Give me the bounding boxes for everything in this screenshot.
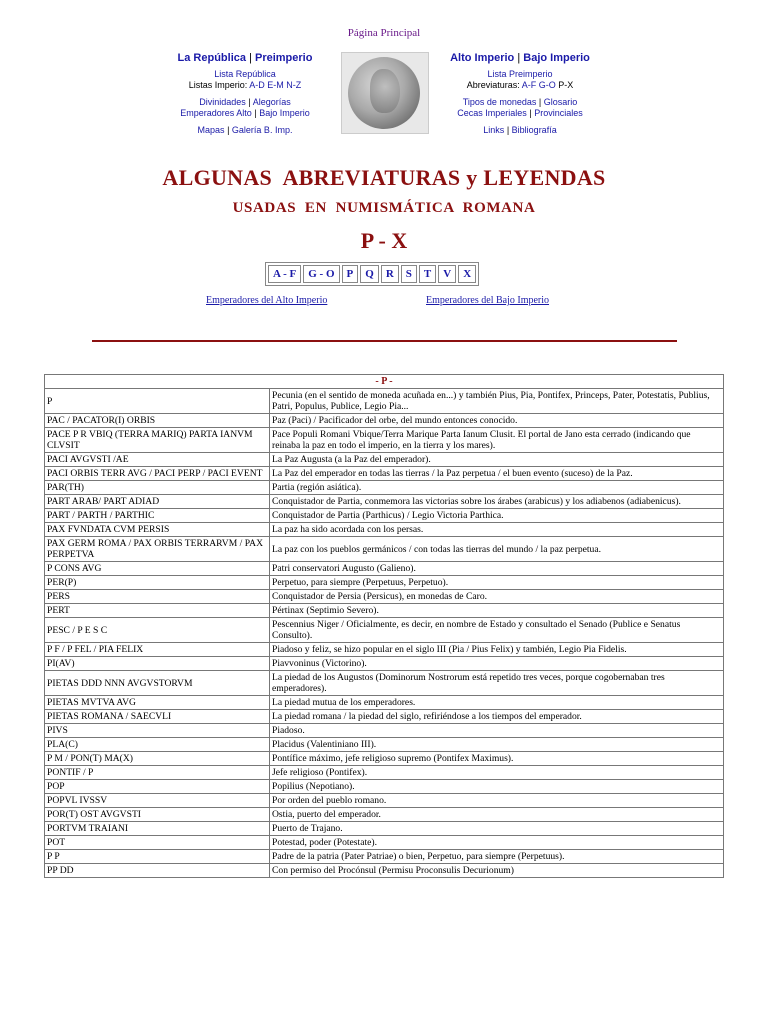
abbreviation-cell: P M / PON(T) MA(X) — [45, 752, 270, 766]
abbreviation-cell: PAX GERM ROMA / PAX ORBIS TERRARVM / PAX PERPETVA — [45, 537, 270, 562]
table-row — [45, 562, 724, 576]
letter-link-v[interactable]: V — [438, 265, 456, 283]
galeria-link[interactable]: Galería B. Imp. — [231, 124, 293, 135]
abbreviation-cell: POPVL IVSSV — [45, 794, 270, 808]
abrev-af-link[interactable]: A-F — [521, 80, 537, 90]
lista-nz-link[interactable]: N-Z — [286, 80, 302, 90]
abbreviation-cell: POR(T) OST AVGVSTI — [45, 808, 270, 822]
bajo-imperio-link[interactable]: Bajo Imperio — [259, 108, 310, 118]
letter-link-go[interactable]: G - O — [303, 265, 339, 283]
abbreviation-cell: POP — [45, 780, 270, 794]
abbreviation-cell: PIETAS DDD NNN AVGVSTORVM — [45, 671, 270, 696]
meaning-cell: Pecunia (en el sentido de moneda acuñada en...) y también Pius, Pia, Pontifex, Princeps, Pater, Potestatis, Publius, Patri, Populus, Publice, Legio Pia... — [270, 389, 724, 414]
page-subtitle: USADAS EN NUMISMÁTICA ROMANA — [232, 200, 536, 216]
abbreviation-cell: PACI AVGVSTI /AE — [45, 453, 270, 467]
meaning-cell: La piedad mutua de los emperadores. — [270, 696, 724, 710]
section-label: - P - — [45, 375, 724, 389]
table-row — [45, 738, 724, 752]
abbreviation-cell: PLA(C) — [45, 738, 270, 752]
table-row — [45, 696, 724, 710]
abbreviation-cell: PACE P R VBIQ (TERRA MARIQ) PARTA IANVM CLVSIT — [45, 428, 270, 453]
meaning-cell: Jefe religioso (Pontifex). — [270, 766, 724, 780]
abbreviation-cell: PESC / P E S C — [45, 618, 270, 643]
table-row — [45, 822, 724, 836]
abbreviation-cell: PERT — [45, 604, 270, 618]
abbreviation-cell: PI(AV) — [45, 657, 270, 671]
preimperio-link[interactable]: Preimperio — [254, 52, 313, 64]
abbreviation-cell: P P — [45, 850, 270, 864]
table-row — [45, 537, 724, 562]
abbreviation-cell: PAX FVNDATA CVM PERSIS — [45, 523, 270, 537]
letter-link-p[interactable]: P — [342, 265, 359, 283]
emperadores-alto-imperio-link[interactable]: Emperadores del Alto Imperio — [206, 295, 328, 306]
abbreviation-cell: PORTVM TRAIANI — [45, 822, 270, 836]
tipos-monedas-link[interactable]: Tipos de monedas — [462, 96, 537, 107]
meaning-cell: Paz (Paci) / Pacificador del orbe, del mundo entonces conocido. — [270, 414, 724, 428]
abbreviation-cell: PAC / PACATOR(I) ORBIS — [45, 414, 270, 428]
meaning-cell: Conquistador de Partia, conmemora las victorias sobre los árabes (arabicus) y los adiabenos (adiabenicus). — [270, 495, 724, 509]
lista-ad-link[interactable]: A-D — [249, 80, 265, 90]
emperadores-alto-link[interactable]: Emperadores Alto — [180, 108, 252, 118]
meaning-cell: Por orden del pueblo romano. — [270, 794, 724, 808]
meaning-cell: Pontífice máximo, jefe religioso supremo (Pontifex Maximus). — [270, 752, 724, 766]
table-row — [45, 467, 724, 481]
abbreviation-cell: PACI ORBIS TERR AVG / PACI PERP / PACI EVENT — [45, 467, 270, 481]
mapas-link[interactable]: Mapas — [197, 124, 225, 135]
meaning-cell: Popilius (Nepotiano). — [270, 780, 724, 794]
letter-link-t[interactable]: T — [419, 265, 436, 283]
right-nav: Alto Imperio | Bajo Imperio Lista Preimperio Abreviaturas: A-F G-O P-X Tipos de monedas | Glosario Cecas Imperiales | Provinciales Links | Bibliografía — [450, 52, 590, 135]
meaning-cell: Conquistador de Persia (Persicus), en monedas de Caro. — [270, 590, 724, 604]
meaning-cell: La Paz Augusta (a la Paz del emperador). — [270, 453, 724, 467]
abrev-go-link[interactable]: G-O — [538, 80, 556, 90]
table-row — [45, 523, 724, 537]
table-row — [45, 794, 724, 808]
table-row — [45, 428, 724, 453]
cecas-imperiales-link[interactable]: Cecas Imperiales — [457, 108, 527, 118]
emperadores-bajo-imperio-link[interactable]: Emperadores del Bajo Imperio — [426, 295, 550, 306]
table-row — [45, 780, 724, 794]
table-row — [45, 389, 724, 414]
table-row — [45, 752, 724, 766]
meaning-cell: Piadoso. — [270, 724, 724, 738]
links-link[interactable]: Links — [483, 124, 505, 135]
table-row — [45, 495, 724, 509]
meaning-cell: Pace Populi Romani Vbique/Terra Marique Parta Ianum Clusit. El portal de Jano esta cerrado (indicando que reinaba la paz en todo el imperio, en la tierra y los mares). — [270, 428, 724, 453]
left-nav: La República | Preimperio Lista República Listas Imperio: A-D E-M N-Z Divinidades | Alegorías Emperadores Alto | Bajo Imperio Mapas | Galería B. Imp. — [177, 52, 313, 135]
table-row — [45, 604, 724, 618]
table-row — [45, 671, 724, 696]
meaning-cell: La Paz del emperador en todas las tierras / la Paz perpetua / el buen evento (suceso) de la Paz. — [270, 467, 724, 481]
meaning-cell: Puerto de Trajano. — [270, 822, 724, 836]
meaning-cell: Con permiso del Procónsul (Permisu Proconsulis Decurionum) — [270, 864, 724, 878]
bibliografia-link[interactable]: Bibliografía — [511, 124, 557, 135]
lista-preimperio-link[interactable]: Lista Preimperio — [487, 68, 553, 79]
letter-link-x[interactable]: X — [458, 265, 476, 283]
abbreviation-cell: PONTIF / P — [45, 766, 270, 780]
table-row — [45, 808, 724, 822]
table-row — [45, 453, 724, 467]
abbreviation-cell: PART ARAB/ PART ADIAD — [45, 495, 270, 509]
abbreviation-cell: POT — [45, 836, 270, 850]
meaning-cell: Perpetuo, para siempre (Perpetuus, Perpetuo). — [270, 576, 724, 590]
meaning-cell: Placidus (Valentiniano III). — [270, 738, 724, 752]
letter-link-r[interactable]: R — [381, 265, 399, 283]
meaning-cell: Partia (región asiática). — [270, 481, 724, 495]
meaning-cell: Potestad, poder (Potestate). — [270, 836, 724, 850]
republica-link[interactable]: La República — [177, 52, 246, 64]
home-link[interactable]: Página Principal — [347, 27, 421, 39]
table-row — [45, 590, 724, 604]
table-row — [45, 724, 724, 738]
section-header — [45, 375, 724, 389]
table-row — [45, 618, 724, 643]
alto-imperio-link[interactable]: Alto Imperio — [450, 52, 515, 64]
abbreviation-cell: PP DD — [45, 864, 270, 878]
divider — [92, 340, 677, 342]
lista-em-link[interactable]: E-M — [267, 80, 284, 90]
lista-republica-link[interactable]: Lista República — [214, 68, 276, 79]
table-row — [45, 864, 724, 878]
abbreviation-cell: PERS — [45, 590, 270, 604]
provinciales-link[interactable]: Provinciales — [534, 108, 583, 118]
meaning-cell: Piadoso y feliz, se hizo popular en el siglo III (Pia / Pius Felix) y también, Legio Pia Fidelis. — [270, 643, 724, 657]
letter-link-af[interactable]: A - F — [268, 265, 301, 283]
letter-link-q[interactable]: Q — [360, 265, 379, 283]
meaning-cell: Piavvoninus (Victorino). — [270, 657, 724, 671]
meaning-cell: Pértinax (Septimio Severo). — [270, 604, 724, 618]
abbreviation-cell: P CONS AVG — [45, 562, 270, 576]
meaning-cell: Padre de la patria (Pater Patriae) o bien, Perpetuo, para siempre (Perpetuus). — [270, 850, 724, 864]
abbreviation-cell: P F / P FEL / PIA FELIX — [45, 643, 270, 657]
letter-index — [265, 262, 479, 286]
page-title: ALGUNAS ABREVIATURAS y LEYENDAS — [162, 165, 606, 190]
table-row — [45, 643, 724, 657]
abbreviation-cell: PAR(TH) — [45, 481, 270, 495]
abbreviation-cell: PER(P) — [45, 576, 270, 590]
meaning-cell: La piedad romana / la piedad del siglo, refiriéndose a los tiempos del emperador. — [270, 710, 724, 724]
table-row — [45, 766, 724, 780]
abbreviation-cell: PIETAS ROMANA / SAECVLI — [45, 710, 270, 724]
abbreviation-cell: PART / PARTH / PARTHIC — [45, 509, 270, 523]
table-row — [45, 414, 724, 428]
letter-link-s[interactable]: S — [401, 265, 417, 283]
meaning-cell: Patri conservatori Augusto (Galieno). — [270, 562, 724, 576]
table-row — [45, 657, 724, 671]
abrev-current: P-X — [558, 80, 574, 90]
abbreviation-cell: PIETAS MVTVA AVG — [45, 696, 270, 710]
table-row — [45, 509, 724, 523]
bajo-imperio-head-link[interactable]: Bajo Imperio — [523, 52, 590, 64]
abbreviation-cell: P — [45, 389, 270, 414]
meaning-cell: Conquistador de Partia (Parthicus) / Legio Victoria Parthica. — [270, 509, 724, 523]
table-row — [45, 576, 724, 590]
abbreviation-cell: PIVS — [45, 724, 270, 738]
alegorias-link[interactable]: Alegorías — [252, 96, 291, 107]
coin-image — [341, 52, 429, 134]
meaning-cell: Ostia, puerto del emperador. — [270, 808, 724, 822]
table-row — [45, 481, 724, 495]
table-row — [45, 836, 724, 850]
meaning-cell: La paz con los pueblos germánicos / con todas las tierras del mundo / la paz perpetua. — [270, 537, 724, 562]
meaning-cell: La paz ha sido acordada con los persas. — [270, 523, 724, 537]
meaning-cell: La piedad de los Augustos (Dominorum Nostrorum está repetido tres veces, porque cogobernaban tres emperadores). — [270, 671, 724, 696]
table-row — [45, 850, 724, 864]
letter-range: P - X — [360, 228, 408, 253]
glosario-link[interactable]: Glosario — [543, 96, 578, 107]
abbreviations-table — [44, 374, 724, 878]
table-row — [45, 710, 724, 724]
meaning-cell: Pescennius Niger / Oficialmente, es decir, en nombre de Estado y consultado el Senado (Publice e Senatus Consulto). — [270, 618, 724, 643]
divinidades-link[interactable]: Divinidades — [199, 96, 246, 107]
